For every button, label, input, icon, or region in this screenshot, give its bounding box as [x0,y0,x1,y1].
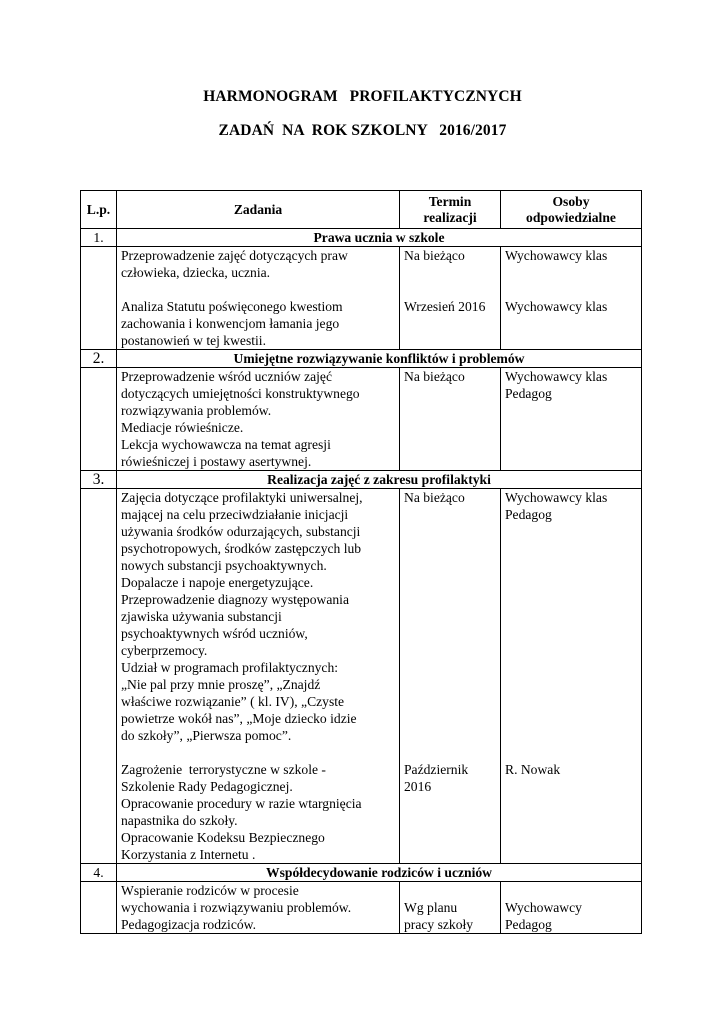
section-title: Umiejętne rozwiązywanie konfliktów i problemów [117,350,642,368]
section-number: 3. [81,471,117,489]
cell-line: postanowień w tej kwestii. [121,333,266,348]
cell-line [121,281,395,298]
responsible-cell [501,368,642,471]
cell-line: Dopalacze i napoje energetyzujące. [121,575,314,590]
term-cell [400,882,501,934]
cell-line [404,710,496,727]
section-title: Prawa ucznia w szkole [117,229,642,247]
cell-line [505,523,637,540]
cell-line: Wychowawcy klas [505,299,608,314]
cell-line: Wychowawcy klas [505,369,608,384]
table-header-row [81,191,642,229]
header-lp: L.p. [81,191,117,229]
cell-line [505,625,637,642]
cell-line: Zajęcia dotyczące profilaktyki uniwersalnej, [121,490,363,505]
cell-line: Wychowawcy [505,900,582,915]
term-cell [400,489,501,864]
cell-line: zjawiska używania substancji [121,609,282,624]
term-cell [400,368,501,471]
table-row [81,489,642,864]
cell-line: Przeprowadzenie diagnozy występowania [121,592,349,607]
header-responsible [501,191,642,229]
cell-line: Mediacje rówieśnicze. [121,420,244,435]
cell-line [505,264,637,281]
header-term-line-2: realizacji [423,209,477,225]
cell-line: cyberprzemocy. [121,643,208,658]
cell-line: wychowania i rozwiązywaniu problemów. [121,900,352,915]
cell-line [505,882,637,899]
cell-line: człowieka, dziecka, ucznia. [121,265,271,280]
cell-line [505,608,637,625]
section-title: Współdecydowanie rodziców i uczniów [117,864,642,882]
cell-line [505,676,637,693]
cell-line: dotyczących umiejętności konstruktywnego [121,386,360,401]
cell-line: Zagrożenie terrorystyczne w szkole - [121,762,326,777]
cell-line: pracy szkoły [404,917,474,932]
cell-line [505,710,637,727]
cell-line: Analiza Statutu poświęconego kwestiom [121,299,343,314]
cell-line: do szkoły”, „Pierwsza pomoc”. [121,728,292,743]
cell-line: Pedagog [505,386,552,401]
responsible-cell [501,489,642,864]
cell-line [505,557,637,574]
cell-line [404,882,496,899]
cell-line: zachowania i konwencjom łamania jego [121,316,340,331]
cell-line [404,642,496,659]
cell-line: Na bieżąco [404,490,465,505]
cell-line: „Nie pal przy mnie proszę”, „Znajdź [121,677,321,692]
cell-line [404,557,496,574]
cell-line [505,540,637,557]
cell-line [404,676,496,693]
cell-line [404,540,496,557]
cell-line: napastnika do szkoły. [121,813,238,828]
cell-line: Opracowanie Kodeksu Bezpiecznego [121,830,325,845]
cell-line [404,744,496,761]
cell-line: Przeprowadzenie wśród uczniów zajęć [121,369,332,384]
cell-line: rozwiązywania problemów. [121,403,272,418]
header-responsible-line-2: odpowiedzialne [526,209,616,225]
cell-line: Na bieżąco [404,248,465,263]
cell-line: Wrzesień 2016 [404,299,486,314]
cell-line [121,744,395,761]
section-row-4 [81,864,642,882]
term-cell [400,247,501,350]
cell-line: 2016 [404,779,432,794]
responsible-cell [501,247,642,350]
cell-line: Lekcja wychowawcza na temat agresji [121,437,331,452]
cell-line [404,281,496,298]
task-cell [117,368,400,471]
cell-line [404,523,496,540]
document-title-line-2: ZADAŃ NA ROK SZKOLNY 2016/2017 [218,122,507,139]
cell-line: Opracowanie procedury w razie wtargnięcia [121,796,362,811]
cell-line [404,659,496,676]
task-cell [117,882,400,934]
section-number: 1. [81,229,117,247]
table-row [81,368,642,471]
cell-line [404,264,496,281]
cell-line [505,591,637,608]
section-row-3 [81,471,642,489]
cell-line: Październik [404,762,469,777]
cell-line: Pedagogizacja rodziców. [121,917,256,932]
cell-line [404,574,496,591]
cell-line: Pedagog [505,917,552,932]
header-term-line-1: Termin [428,193,472,209]
cell-line [404,608,496,625]
cell-line: Wg planu [404,900,458,915]
schedule-table [80,190,642,934]
cell-line [404,625,496,642]
cell-line: psychotropowych, środków zastępczych lub [121,541,362,556]
responsible-cell [501,882,642,934]
cell-line: Wychowawcy klas [505,248,608,263]
section-row-2 [81,350,642,368]
header-responsible-line-1: Osoby [552,193,590,209]
document-title-line-1: HARMONOGRAM PROFILAKTYCZNYCH [203,88,522,105]
cell-line [404,591,496,608]
cell-line [404,693,496,710]
cell-line [505,659,637,676]
cell-line [505,574,637,591]
cell-line: powietrze wokół nas”, „Moje dziecko idzie [121,711,357,726]
cell-line [505,281,637,298]
section-title: Realizacja zajęć z zakresu profilaktyki [117,471,642,489]
cell-line: Pedagog [505,507,552,522]
section-number: 4. [81,864,117,882]
cell-line: R. Nowak [505,762,561,777]
table-row [81,882,642,934]
cell-line: Przeprowadzenie zajęć dotyczących praw [121,248,348,263]
header-term [400,191,501,229]
cell-line [505,727,637,744]
task-cell [117,489,400,864]
cell-line [505,744,637,761]
section-row-1 [81,229,642,247]
cell-line: psychoaktywnych wśród uczniów, [121,626,308,641]
header-task: Zadania [117,191,400,229]
cell-line [505,642,637,659]
cell-line: mającej na celu przeciwdziałanie inicjacji [121,507,349,522]
cell-line: używania środków odurzających, substancji [121,524,361,539]
cell-line: właściwe rozwiązanie” ( kl. IV), „Czyste [121,694,345,709]
table-row [81,247,642,350]
cell-line: rówieśniczej i postawy asertywnej. [121,454,312,469]
cell-line: Wychowawcy klas [505,490,608,505]
task-cell [117,247,400,350]
cell-line: Korzystania z Internetu . [121,847,256,862]
cell-line [404,506,496,523]
cell-line: Na bieżąco [404,369,465,384]
cell-line: Wspieranie rodziców w procesie [121,883,299,898]
cell-line [505,693,637,710]
cell-line [404,727,496,744]
section-number: 2. [81,350,117,368]
cell-line: Udział w programach profilaktycznych: [121,660,339,675]
cell-line: nowych substancji psychoaktywnych. [121,558,327,573]
cell-line: Szkolenie Rady Pedagogicznej. [121,779,293,794]
